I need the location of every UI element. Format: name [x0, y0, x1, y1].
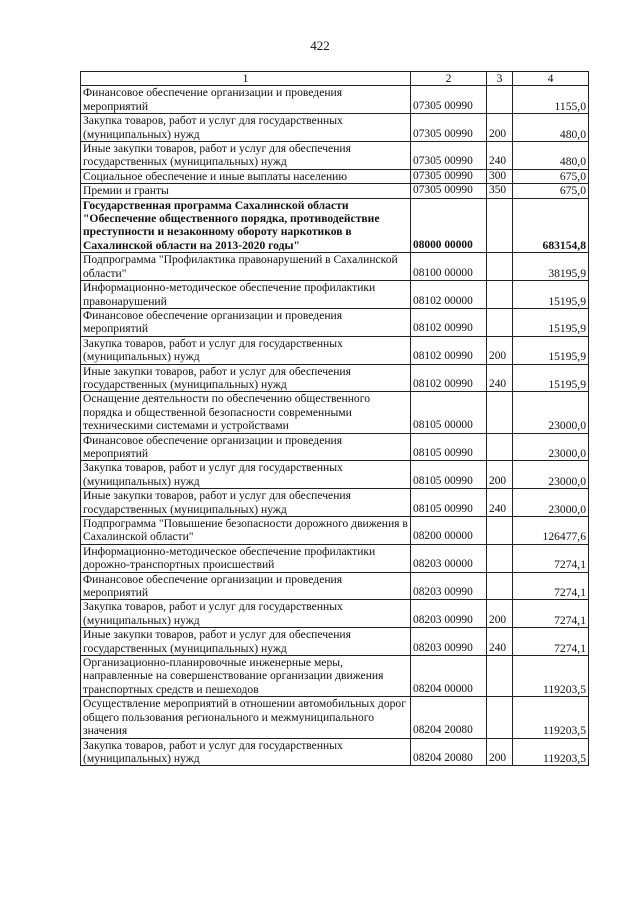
- column-header-name: 1: [81, 72, 411, 86]
- row-code-cell: 08100 00000: [411, 253, 487, 281]
- column-header-vr: 3: [487, 72, 513, 86]
- row-sum-cell: 15195,9: [513, 281, 589, 309]
- row-code-cell: 08203 00000: [411, 544, 487, 572]
- table-row: [81, 198, 589, 253]
- budget-table: [80, 71, 589, 766]
- row-name-cell: Подпрограмма "Повышение безопасности дорожного движения в Сахалинской области": [81, 517, 411, 545]
- row-code-cell: 07305 00990: [411, 184, 487, 198]
- table-row: [81, 628, 589, 656]
- row-vr-cell: [487, 281, 513, 309]
- row-code-cell: 08102 00990: [411, 336, 487, 364]
- row-name-cell: Иные закупки товаров, работ и услуг для обеспечения государственных (муниципальных) нужд: [81, 628, 411, 656]
- row-vr-cell: [487, 544, 513, 572]
- row-code-cell: 07305 00990: [411, 142, 487, 170]
- column-header-code: 2: [411, 72, 487, 86]
- table-row: [81, 489, 589, 517]
- row-name-cell: Финансовое обеспечение организации и проведения мероприятий: [81, 86, 411, 114]
- table-row: [81, 392, 589, 433]
- table-row: [81, 738, 589, 766]
- row-code-cell: 07305 00990: [411, 114, 487, 142]
- row-code-cell: 07305 00990: [411, 86, 487, 114]
- row-vr-cell: 200: [487, 336, 513, 364]
- row-name-cell: Информационно-методическое обеспечение профилактики правонарушений: [81, 281, 411, 309]
- table-row: [81, 142, 589, 170]
- row-code-cell: 08105 00990: [411, 433, 487, 461]
- row-name-cell: Государственная программа Сахалинской области "Обеспечение общественного порядка, противодействие преступности и незаконному обороту наркотиков в Сахалинской области на 2013-2020 годы": [81, 198, 411, 253]
- row-sum-cell: 38195,9: [513, 253, 589, 281]
- table-row: [81, 184, 589, 198]
- table-row: [81, 336, 589, 364]
- row-vr-cell: [487, 253, 513, 281]
- table-row: [81, 656, 589, 697]
- row-code-cell: 08204 00000: [411, 656, 487, 697]
- row-code-cell: 08102 00990: [411, 364, 487, 392]
- row-code-cell: 08200 00000: [411, 517, 487, 545]
- row-code-cell: 08102 00990: [411, 308, 487, 336]
- table-row: [81, 114, 589, 142]
- row-sum-cell: 15195,9: [513, 336, 589, 364]
- row-name-cell: Финансовое обеспечение организации и проведения мероприятий: [81, 308, 411, 336]
- table-row: [81, 544, 589, 572]
- row-name-cell: Иные закупки товаров, работ и услуг для обеспечения государственных (муниципальных) нужд: [81, 489, 411, 517]
- row-vr-cell: 200: [487, 600, 513, 628]
- row-vr-cell: [487, 308, 513, 336]
- table-row: [81, 308, 589, 336]
- row-vr-cell: 240: [487, 628, 513, 656]
- row-name-cell: Закупка товаров, работ и услуг для государственных (муниципальных) нужд: [81, 600, 411, 628]
- table-row: [81, 461, 589, 489]
- table-row: [81, 433, 589, 461]
- row-name-cell: Закупка товаров, работ и услуг для государственных (муниципальных) нужд: [81, 336, 411, 364]
- row-vr-cell: 200: [487, 461, 513, 489]
- row-code-cell: 08105 00000: [411, 392, 487, 433]
- row-vr-cell: [487, 656, 513, 697]
- row-name-cell: Финансовое обеспечение организации и проведения мероприятий: [81, 572, 411, 600]
- row-sum-cell: 119203,5: [513, 656, 589, 697]
- row-sum-cell: 480,0: [513, 142, 589, 170]
- row-name-cell: Организационно-планировочные инженерные меры, направленные на совершенствование организации движения транспортных средств и пешеходов: [81, 656, 411, 697]
- row-name-cell: Финансовое обеспечение организации и проведения мероприятий: [81, 433, 411, 461]
- row-sum-cell: 7274,1: [513, 600, 589, 628]
- table-row: [81, 281, 589, 309]
- row-code-cell: 08204 20080: [411, 697, 487, 738]
- row-vr-cell: [487, 198, 513, 253]
- row-vr-cell: 240: [487, 364, 513, 392]
- table-row: [81, 169, 589, 183]
- row-vr-cell: 350: [487, 184, 513, 198]
- table-row: [81, 253, 589, 281]
- row-vr-cell: 200: [487, 738, 513, 766]
- row-sum-cell: 683154,8: [513, 198, 589, 253]
- row-sum-cell: 23000,0: [513, 461, 589, 489]
- table-row: [81, 697, 589, 738]
- row-sum-cell: 1155,0: [513, 86, 589, 114]
- row-sum-cell: 15195,9: [513, 364, 589, 392]
- row-code-cell: 08203 00990: [411, 600, 487, 628]
- row-code-cell: 08102 00000: [411, 281, 487, 309]
- row-code-cell: 08203 00990: [411, 572, 487, 600]
- row-vr-cell: [487, 572, 513, 600]
- row-name-cell: Осуществление мероприятий в отношении автомобильных дорог общего пользования регионального и межмуниципального значения: [81, 697, 411, 738]
- row-vr-cell: [487, 697, 513, 738]
- table-header-row: [81, 72, 589, 86]
- row-code-cell: 08203 00990: [411, 628, 487, 656]
- row-sum-cell: 126477,6: [513, 517, 589, 545]
- row-code-cell: 08204 20080: [411, 738, 487, 766]
- row-vr-cell: 240: [487, 489, 513, 517]
- table-row: [81, 517, 589, 545]
- row-name-cell: Информационно-методическое обеспечение профилактики дорожно-транспортных происшествий: [81, 544, 411, 572]
- table-row: [81, 572, 589, 600]
- row-vr-cell: 240: [487, 142, 513, 170]
- row-sum-cell: 675,0: [513, 169, 589, 183]
- row-vr-cell: [487, 86, 513, 114]
- row-sum-cell: 675,0: [513, 184, 589, 198]
- row-sum-cell: 23000,0: [513, 433, 589, 461]
- row-vr-cell: 200: [487, 114, 513, 142]
- row-vr-cell: [487, 517, 513, 545]
- row-sum-cell: 15195,9: [513, 308, 589, 336]
- row-name-cell: Иные закупки товаров, работ и услуг для обеспечения государственных (муниципальных) нужд: [81, 142, 411, 170]
- row-sum-cell: 23000,0: [513, 489, 589, 517]
- row-sum-cell: 7274,1: [513, 628, 589, 656]
- row-sum-cell: 119203,5: [513, 697, 589, 738]
- row-name-cell: Премии и гранты: [81, 184, 411, 198]
- row-sum-cell: 119203,5: [513, 738, 589, 766]
- row-sum-cell: 480,0: [513, 114, 589, 142]
- table-row: [81, 86, 589, 114]
- row-sum-cell: 23000,0: [513, 392, 589, 433]
- row-vr-cell: 300: [487, 169, 513, 183]
- row-code-cell: 08105 00990: [411, 461, 487, 489]
- row-name-cell: Подпрограмма "Профилактика правонарушений в Сахалинской области": [81, 253, 411, 281]
- page-number: 422: [310, 38, 330, 53]
- row-code-cell: 07305 00990: [411, 169, 487, 183]
- row-name-cell: Социальное обеспечение и иные выплаты населению: [81, 169, 411, 183]
- row-name-cell: Закупка товаров, работ и услуг для государственных (муниципальных) нужд: [81, 738, 411, 766]
- table-row: [81, 600, 589, 628]
- row-name-cell: Закупка товаров, работ и услуг для государственных (муниципальных) нужд: [81, 114, 411, 142]
- row-code-cell: 08105 00990: [411, 489, 487, 517]
- row-sum-cell: 7274,1: [513, 572, 589, 600]
- row-name-cell: Закупка товаров, работ и услуг для государственных (муниципальных) нужд: [81, 461, 411, 489]
- table-row: [81, 364, 589, 392]
- row-code-cell: 08000 00000: [411, 198, 487, 253]
- row-sum-cell: 7274,1: [513, 544, 589, 572]
- row-vr-cell: [487, 392, 513, 433]
- row-vr-cell: [487, 433, 513, 461]
- column-header-sum: 4: [513, 72, 589, 86]
- row-name-cell: Оснащение деятельности по обеспечению общественного порядка и общественной безопасности современными техническими системами и устройствами: [81, 392, 411, 433]
- row-name-cell: Иные закупки товаров, работ и услуг для обеспечения государственных (муниципальных) нужд: [81, 364, 411, 392]
